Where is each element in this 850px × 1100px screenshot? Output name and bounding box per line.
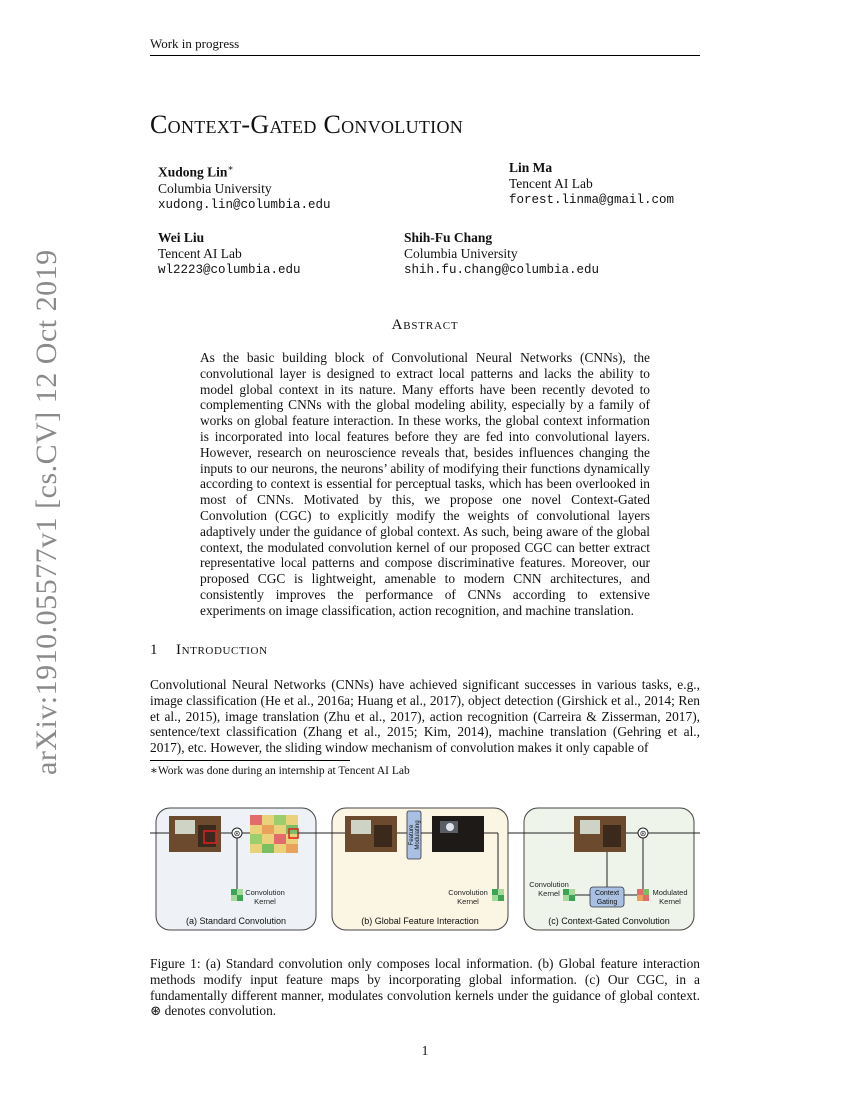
kernel-label: Kernel xyxy=(538,889,560,898)
author-name: Lin Ma xyxy=(509,160,553,175)
panel-caption: (c) Context-Gated Convolution xyxy=(548,916,670,926)
input-image xyxy=(345,816,397,852)
author-name: Shih-Fu Chang xyxy=(404,230,493,245)
panel-caption: (a) Standard Convolution xyxy=(185,916,287,926)
section-heading xyxy=(150,642,268,659)
running-head: Work in progress xyxy=(150,36,240,51)
module-label: Modulating xyxy=(415,820,421,850)
author-affiliation: Tencent AI Lab xyxy=(509,176,593,191)
output-feature-map xyxy=(250,815,298,853)
convolution-kernel xyxy=(492,889,504,901)
output-label: Kernel xyxy=(659,897,681,906)
panel-caption: (b) Global Feature Interaction xyxy=(361,916,479,926)
paper-title: Context-Gated Convolution xyxy=(150,110,464,139)
header-rule xyxy=(150,55,700,56)
kernel-label: Kernel xyxy=(457,897,479,906)
author-block xyxy=(509,160,674,208)
author-email[interactable]: wl2223@columbia.edu xyxy=(158,263,301,277)
arxiv-stamp: arXiv:1910.05577v1 [cs.CV] 12 Oct 2019 xyxy=(30,249,63,775)
intro-paragraph: Convolutional Neural Networks (CNNs) have achieved significant successes in various tasks, e.g., image classification (He et al., 2016a; Huang et al., 2017), object detection (Girshick et al., 2014; Ren et al., 2015), image translation (Zhu et al., 2017), action recognition (Carreira & Zisserman, 2017), sentence/text classification (Zhang et al., 2015; Kim, 2014), machine translation (Gehring et al., 2017), etc. However, the sliding window mechanism of convolution makes it only capable of xyxy=(150,677,700,756)
abstract-body: As the basic building block of Convolutional Neural Networks (CNNs), the convolutional layer is designed to extract local patterns and lacks the ability to model global context in its nature. Many efforts have been recently devoted to complementing CNNs with the global modeling ability, especially by a family of works on global feature interaction. In these works, the global context information is incorporated into local features before they are fed into convolutional layers. However, research on neuroscience reveals that, besides influences changing the inputs to our neurons, the neurons’ ability of modifying their functions dynamically according to context is essential for perceptual tasks, which has been overlooked in most of CNNs. Motivated by this, we propose one novel Context-Gated Convolution (CGC) to explicitly modify the weights of convolutional layers adaptively under the guidance of global context. As such, being aware of the global context, the modulated convolution kernel of our proposed CGC can better extract representative local patterns and compose discriminative features. Moreover, our proposed CGC is lightweight, amenable to modern CNN architectures, and consistently improves the performance of CNNs according to extensive experiments on image classification, action recognition, and machine translation. xyxy=(200,350,650,618)
author-affiliation: Columbia University xyxy=(158,180,272,196)
author-block xyxy=(404,230,599,278)
author-affiliation: Tencent AI Lab xyxy=(158,246,242,261)
module-label: Feature xyxy=(409,824,415,846)
author-name: Wei Liu xyxy=(158,230,205,245)
kernel-label: Convolution xyxy=(448,888,488,897)
author-email[interactable]: forest.linma@gmail.com xyxy=(509,193,675,207)
figure-1 xyxy=(150,805,700,935)
panel-standard-convolution xyxy=(150,808,316,930)
kernel-label: Convolution xyxy=(245,888,285,897)
author-block xyxy=(158,160,331,213)
output-label: Modulated xyxy=(652,888,688,897)
input-image xyxy=(169,816,221,852)
module-label: Context xyxy=(594,890,620,897)
author-name: Xudong Lin∗ xyxy=(158,163,234,180)
convolution-icon: ⊛ xyxy=(233,829,241,838)
modulated-kernel xyxy=(637,889,649,901)
section-title: Introduction xyxy=(176,642,268,658)
convolution-kernel xyxy=(231,889,243,901)
panel-context-gated-convolution xyxy=(508,808,700,930)
modulated-feature-map xyxy=(432,816,484,852)
section-number: 1 xyxy=(150,642,158,658)
kernel-label: Kernel xyxy=(254,897,276,906)
kernel-label: Convolution xyxy=(529,880,569,889)
abstract-heading: Abstract xyxy=(391,317,459,333)
panel-global-feature-interaction xyxy=(316,808,508,930)
author-email[interactable]: xudong.lin@columbia.edu xyxy=(158,197,331,212)
footnote: ∗Work was done during an internship at Tencent AI Lab xyxy=(150,765,410,777)
convolution-icon: ⊛ xyxy=(639,829,647,838)
author-block xyxy=(158,230,301,278)
module-label: Gating xyxy=(596,899,618,906)
input-image xyxy=(574,816,626,852)
page-number: 1 xyxy=(421,1043,429,1058)
author-email[interactable]: shih.fu.chang@columbia.edu xyxy=(404,263,600,277)
figure-caption: Figure 1: (a) Standard convolution only composes local information. (b) Global feature interaction methods modify input feature maps by incorporating global information. (c) Our CGC, in a fundamentally different manner, modulates convolution kernels under the guidance of global context. ⊛ denotes convolution. xyxy=(150,956,700,1019)
footnote-rule xyxy=(150,760,350,761)
author-affiliation: Columbia University xyxy=(404,246,518,261)
convolution-kernel xyxy=(563,889,575,901)
